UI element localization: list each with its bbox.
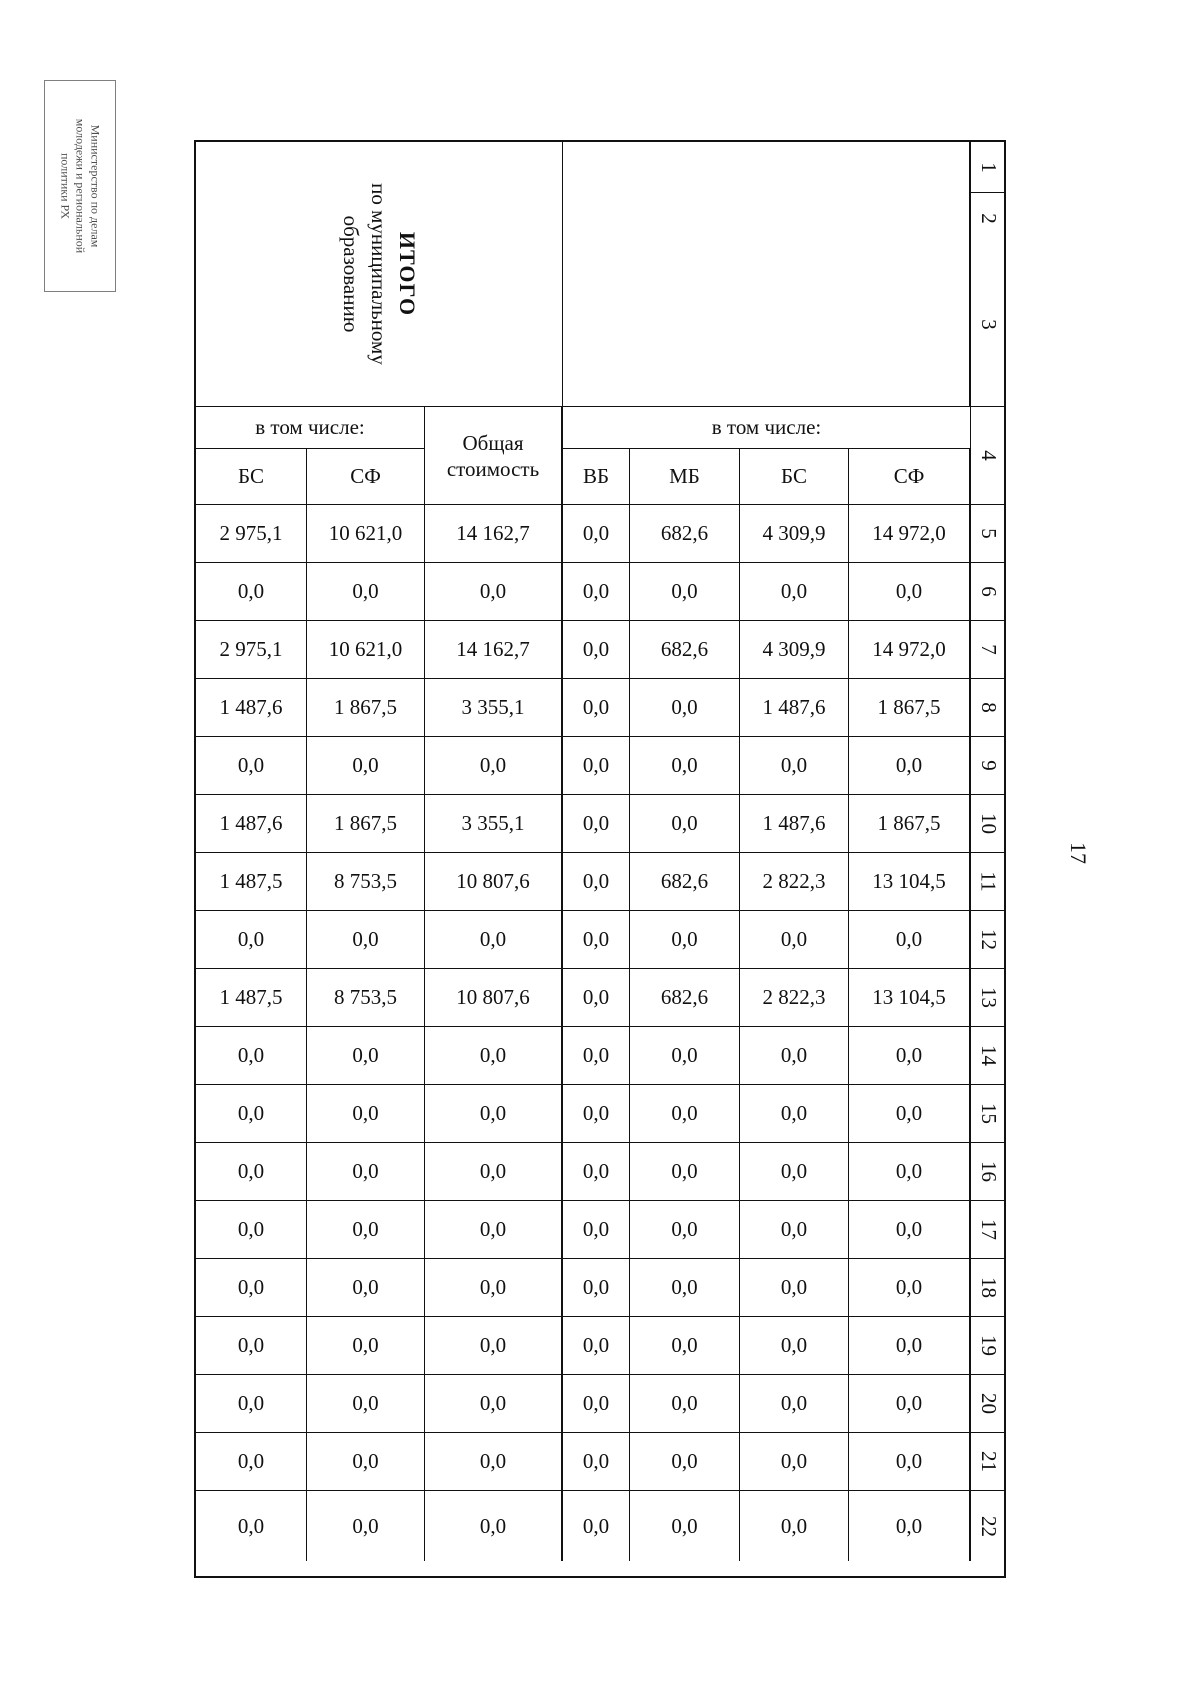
row-number-cell: [971, 563, 1005, 621]
subheader-vb: ВБ: [563, 449, 630, 505]
table-cell: 0,0: [196, 1433, 307, 1491]
table-cell: 0,0: [425, 1201, 563, 1259]
subheader-bs: БС: [196, 449, 307, 505]
table-cell: 0,0: [425, 1317, 563, 1375]
table-cell: 682,6: [630, 853, 740, 911]
table-cell: 0,0: [425, 563, 563, 621]
table-cell: 0,0: [849, 1143, 971, 1201]
row-number: 13: [976, 987, 1001, 1008]
table-cell: 2 975,1: [196, 621, 307, 679]
col-number: 4: [976, 450, 1001, 461]
row-number: 14: [976, 1045, 1001, 1066]
table-cell: 0,0: [740, 1317, 849, 1375]
table-cell: 0,0: [849, 1317, 971, 1375]
table-cell: 0,0: [196, 1027, 307, 1085]
table-cell: 13 104,5: [849, 853, 971, 911]
table-cell: 0,0: [196, 1491, 307, 1561]
table-cell: 682,6: [630, 621, 740, 679]
table-cell: 0,0: [196, 1085, 307, 1143]
group-label-right: в том числе:: [563, 407, 971, 449]
budget-table: [194, 140, 1006, 1578]
table-cell: 0,0: [630, 1491, 740, 1561]
table-cell: 0,0: [425, 911, 563, 969]
subheader-bs: БС: [740, 449, 849, 505]
table-cell: 0,0: [307, 1317, 425, 1375]
row-number-cell: [971, 1491, 1005, 1561]
table-cell: 0,0: [307, 1027, 425, 1085]
table-cell: 0,0: [425, 1433, 563, 1491]
table-cell: 0,0: [307, 1375, 425, 1433]
table-cell: 0,0: [563, 795, 630, 853]
row-number-cell: [971, 795, 1005, 853]
table-cell: 0,0: [563, 505, 630, 563]
table-cell: 0,0: [740, 1433, 849, 1491]
table-cell: 0,0: [630, 1259, 740, 1317]
table-cell: 0,0: [563, 679, 630, 737]
table-cell: 13 104,5: [849, 969, 971, 1027]
table-cell: 0,0: [630, 1433, 740, 1491]
table-cell: 0,0: [630, 1085, 740, 1143]
table-cell: 0,0: [849, 737, 971, 795]
table-cell: 0,0: [425, 1085, 563, 1143]
table-cell: 0,0: [740, 1259, 849, 1317]
table-cell: 0,0: [563, 911, 630, 969]
row-number: 10: [976, 813, 1001, 834]
table-cell: 0,0: [425, 1143, 563, 1201]
table-cell: 0,0: [196, 911, 307, 969]
row-number: 16: [976, 1161, 1001, 1182]
table-cell: 0,0: [740, 1491, 849, 1561]
table-cell: 0,0: [425, 1259, 563, 1317]
table-cell: 0,0: [630, 679, 740, 737]
table-cell: 0,0: [425, 1375, 563, 1433]
table-cell: 0,0: [563, 1375, 630, 1433]
table-cell: 0,0: [196, 563, 307, 621]
row-number-cell: [971, 969, 1005, 1027]
table-cell: 0,0: [196, 1143, 307, 1201]
total-cost-line: стоимость: [446, 456, 540, 481]
table-cell: 0,0: [740, 1375, 849, 1433]
table-cell: 0,0: [849, 1375, 971, 1433]
row-number: 11: [976, 871, 1001, 892]
table-cell: 0,0: [849, 1491, 971, 1561]
stamp-line: молодежи и региональной: [73, 118, 88, 254]
stamp-line: Министерство по делам: [88, 124, 103, 248]
table-cell: 14 162,7: [425, 621, 563, 679]
row-number: 20: [976, 1393, 1001, 1414]
table-cell: 0,0: [740, 1085, 849, 1143]
table-cell: 0,0: [849, 1433, 971, 1491]
subheader-sf: СФ: [849, 449, 971, 505]
col-numbers-1-2: [971, 142, 1005, 243]
table-cell: 0,0: [307, 1491, 425, 1561]
table-cell: 0,0: [563, 1201, 630, 1259]
table-cell: 14 972,0: [849, 505, 971, 563]
table-cell: 0,0: [307, 1201, 425, 1259]
table-cell: 0,0: [307, 1433, 425, 1491]
table-cell: 0,0: [196, 737, 307, 795]
row-number-cell: [971, 1375, 1005, 1433]
col-number-cell: [971, 142, 1005, 193]
table-cell: 4 309,9: [740, 505, 849, 563]
table-cell: 1 867,5: [307, 795, 425, 853]
row-number-cell: [971, 737, 1005, 795]
table-cell: 0,0: [196, 1201, 307, 1259]
table-cell: 8 753,5: [307, 853, 425, 911]
total-cost-line: Общая: [462, 430, 524, 455]
table-cell: 1 867,5: [849, 679, 971, 737]
table-cell: 0,0: [563, 1317, 630, 1375]
table-cell: 0,0: [849, 1027, 971, 1085]
table-cell: 0,0: [740, 1027, 849, 1085]
table-cell: 0,0: [307, 563, 425, 621]
col-number-cell: [971, 193, 1005, 243]
row-number-cell: [971, 679, 1005, 737]
table-cell: 2 822,3: [740, 969, 849, 1027]
col-number: 2: [976, 212, 1001, 224]
table-cell: 10 621,0: [307, 505, 425, 563]
table-cell: 0,0: [563, 1433, 630, 1491]
col-number: 1: [976, 161, 1001, 173]
row-number: 15: [976, 1103, 1001, 1124]
table-cell: 1 487,6: [196, 679, 307, 737]
table-cell: 0,0: [196, 1259, 307, 1317]
table-cell: 682,6: [630, 505, 740, 563]
subheader-mb: МБ: [630, 449, 740, 505]
table-cell: 0,0: [563, 1027, 630, 1085]
table-title-cell: [196, 142, 563, 407]
table-cell: 682,6: [630, 969, 740, 1027]
table-cell: 0,0: [425, 1027, 563, 1085]
table-cell: 3 355,1: [425, 795, 563, 853]
table-cell: 1 487,5: [196, 853, 307, 911]
table-cell: 14 972,0: [849, 621, 971, 679]
row-number-cell: [971, 853, 1005, 911]
subheader-sf: СФ: [307, 449, 425, 505]
table-cell: 0,0: [630, 1317, 740, 1375]
table-cell: 0,0: [563, 1085, 630, 1143]
table-cell: 0,0: [425, 737, 563, 795]
row-number: 12: [976, 929, 1001, 950]
table-cell: 0,0: [563, 1491, 630, 1561]
row-number-cell: [971, 1317, 1005, 1375]
table-cell: 0,0: [740, 911, 849, 969]
table-cell: 14 162,7: [425, 505, 563, 563]
row-number-cell: [971, 911, 1005, 969]
row-number-cell: [971, 1259, 1005, 1317]
row-number: 5: [976, 528, 1001, 539]
table-cell: 0,0: [563, 621, 630, 679]
row-number: 17: [976, 1219, 1001, 1240]
table-cell: 0,0: [563, 737, 630, 795]
table-cell: 1 487,5: [196, 969, 307, 1027]
table-cell: 10 621,0: [307, 621, 425, 679]
table-cell: 0,0: [563, 563, 630, 621]
table-cell: 0,0: [196, 1375, 307, 1433]
table-cell: 0,0: [849, 1085, 971, 1143]
table-cell: 1 487,6: [196, 795, 307, 853]
row-number-cell: [971, 621, 1005, 679]
table-cell: 2 975,1: [196, 505, 307, 563]
table-cell: 0,0: [196, 1317, 307, 1375]
row-number: 18: [976, 1277, 1001, 1298]
table-cell: 0,0: [740, 1143, 849, 1201]
table-cell: 0,0: [630, 1143, 740, 1201]
table-cell: 0,0: [849, 1201, 971, 1259]
row-number-cell: [971, 1201, 1005, 1259]
table-title-line: по муниципальному: [367, 183, 391, 365]
table-cell: 0,0: [849, 1259, 971, 1317]
table-cell: 0,0: [425, 1491, 563, 1561]
row-number-cell: [971, 1027, 1005, 1085]
table-cell: 0,0: [307, 1143, 425, 1201]
row-number-cell: [971, 1433, 1005, 1491]
table-cell: 0,0: [740, 1201, 849, 1259]
group-label-left: в том числе:: [196, 407, 425, 449]
row-number: 21: [976, 1451, 1001, 1472]
table-cell: 0,0: [630, 1375, 740, 1433]
table-cell: 0,0: [849, 563, 971, 621]
row-number: 6: [976, 586, 1001, 597]
table-cell: 0,0: [630, 563, 740, 621]
table-cell: 4 309,9: [740, 621, 849, 679]
table-cell: 0,0: [740, 737, 849, 795]
table-cell: 2 822,3: [740, 853, 849, 911]
table-cell: 0,0: [307, 911, 425, 969]
table-cell: 1 867,5: [307, 679, 425, 737]
table-cell: 10 807,6: [425, 853, 563, 911]
table-cell: 0,0: [563, 853, 630, 911]
empty-header-cell: [563, 142, 971, 407]
col-number-cell: [971, 243, 1005, 407]
table-cell: 8 753,5: [307, 969, 425, 1027]
row-number: 8: [976, 702, 1001, 713]
row-number: 19: [976, 1335, 1001, 1356]
col-number-cell: [971, 407, 1005, 505]
table-cell: 0,0: [849, 911, 971, 969]
row-number-cell: [971, 1085, 1005, 1143]
table-cell: 0,0: [307, 1259, 425, 1317]
total-cost-header: [425, 407, 563, 505]
row-number-cell: [971, 1143, 1005, 1201]
table-cell: 0,0: [563, 1259, 630, 1317]
row-number-cell: [971, 505, 1005, 563]
table-cell: 0,0: [630, 1027, 740, 1085]
page-number: 17: [1066, 842, 1091, 864]
table-cell: 0,0: [563, 969, 630, 1027]
row-number: 22: [976, 1515, 1001, 1537]
stamp-line: политики РХ: [58, 152, 73, 220]
col-number: 3: [976, 319, 1001, 330]
row-number: 7: [976, 644, 1001, 655]
table-cell: 0,0: [630, 911, 740, 969]
table-cell: 0,0: [563, 1143, 630, 1201]
table-cell: 10 807,6: [425, 969, 563, 1027]
table-cell: 0,0: [630, 1201, 740, 1259]
table-title-line: образованию: [339, 215, 363, 333]
table-cell: 0,0: [630, 737, 740, 795]
table-cell: 0,0: [740, 563, 849, 621]
table-cell: 0,0: [307, 737, 425, 795]
table-cell: 1 867,5: [849, 795, 971, 853]
row-number: 9: [976, 760, 1001, 771]
table-cell: 0,0: [307, 1085, 425, 1143]
ministry-stamp: [44, 80, 116, 292]
table-cell: 3 355,1: [425, 679, 563, 737]
table-cell: 1 487,6: [740, 679, 849, 737]
table-cell: 1 487,6: [740, 795, 849, 853]
table-title: ИТОГО: [395, 231, 420, 317]
table-cell: 0,0: [630, 795, 740, 853]
